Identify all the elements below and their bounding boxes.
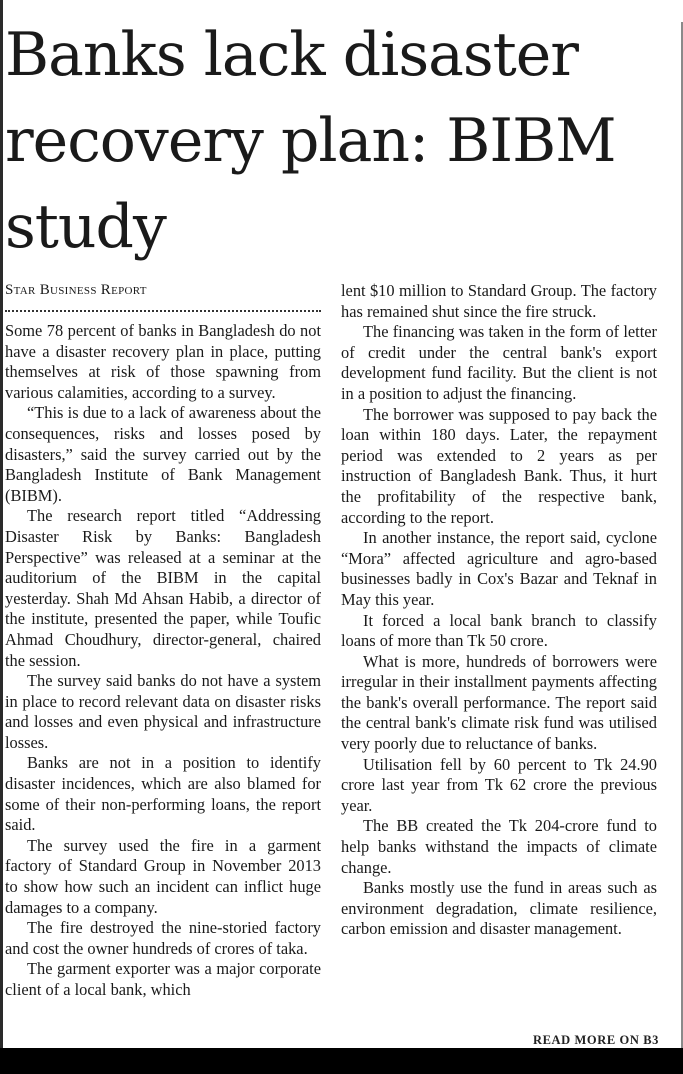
bottom-bar [0, 1048, 683, 1074]
paragraph: What is more, hundreds of borrowers were irregular in their installment payments affecting the bank's overall performance. The report said the central bank's climate risk fund was utilised very poorly due to reluctance of banks. [341, 651, 657, 754]
paragraph: The survey used the fire in a garment factory of Standard Group in November 2013 to show how such an incident can inflict huge damages to a company. [5, 835, 321, 917]
left-column-rule [0, 0, 3, 1048]
byline-divider [5, 310, 321, 312]
left-column [5, 321, 321, 1048]
paragraph: The research report titled “Addressing Disaster Risk by Banks: Bangladesh Perspective” was released at a seminar at the auditorium of the BIBM in the capital yesterday. Shah Md Ahsan Habib, a director of the institute, presented the paper, while Toufic Ahmad Choudhury, director-general, chaired the session. [5, 506, 321, 670]
paragraph: The survey said banks do not have a system in place to record relevant data on disaster risks and losses and even physical and infrastructure losses. [5, 671, 321, 752]
paragraph: Some 78 percent of banks in Bangladesh do not have a disaster recovery plan in place, putting themselves at risk of those spawning from various calamities, according to a survey. [5, 321, 321, 402]
right-column [341, 281, 657, 1029]
paragraph: The fire destroyed the nine-storied factory and cost the owner hundreds of crores of taka. [5, 918, 321, 958]
paragraph: The borrower was supposed to pay back the loan within 180 days. Later, the repayment period was extended to 2 years as per instruction of Bangladesh Bank. Thus, it hurt the profitability of the respective bank, according to the report. [341, 404, 657, 527]
paragraph: The garment exporter was a major corporate client of a local bank, which [5, 959, 321, 999]
paragraph: Banks mostly use the fund in areas such as environment degradation, climate resilience, carbon emission and disaster management. [341, 878, 657, 939]
paragraph: “This is due to a lack of awareness about the consequences, risks and losses posed by disasters,” said the survey carried out by the Bangladesh Institute of Bank Management (BIBM). [5, 403, 321, 505]
byline: Star Business Report [5, 282, 147, 298]
paragraph: Banks are not in a position to identify disaster incidences, which are also blamed for some of their non-performing loans, the report said. [5, 753, 321, 835]
paragraph: It forced a local bank branch to classify loans of more than Tk 50 crore. [341, 610, 657, 651]
headline: Banks lack disaster recovery plan: BIBM study [5, 20, 616, 262]
paragraph: Utilisation fell by 60 percent to Tk 24.90 crore last year from Tk 62 crore the previous year. [341, 754, 657, 815]
paragraph: The BB created the Tk 204-crore fund to help banks withstand the impacts of climate change. [341, 816, 657, 877]
paragraph: In another instance, the report said, cyclone “Mora” affected agriculture and agro-based businesses badly in Cox's Bazar and Teknaf in May this year. [341, 528, 657, 609]
read-more-link[interactable]: READ MORE ON B3 [532, 1033, 659, 1047]
paragraph: The financing was taken in the form of letter of credit under the central bank's export development fund facility. But the client is not in a position to adjust the financing. [341, 322, 657, 403]
paragraph: lent $10 million to Standard Group. The factory has remained shut since the fire struck. [341, 281, 657, 321]
